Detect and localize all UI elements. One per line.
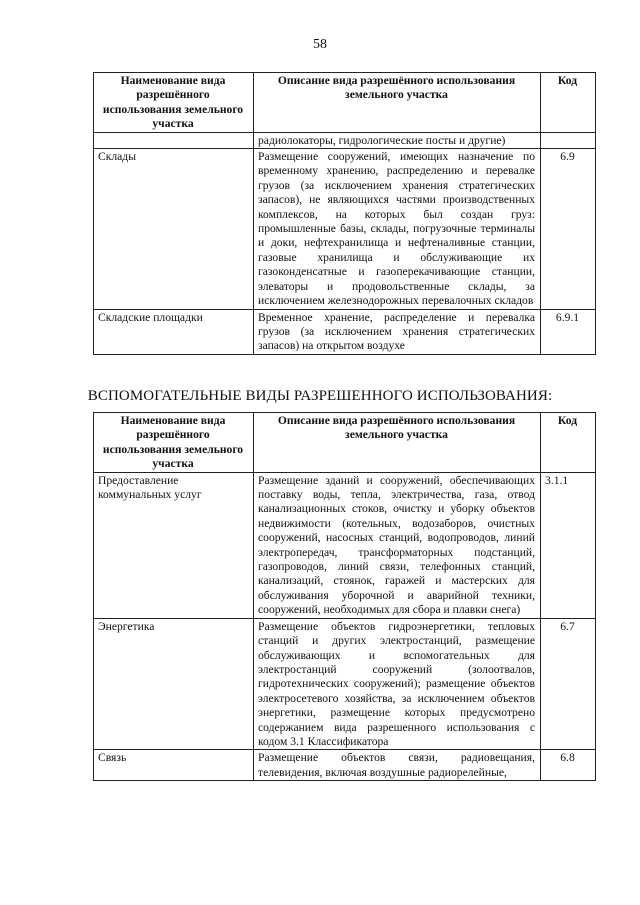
table-header-row — [94, 73, 596, 133]
row-description: Размещение зданий и сооружений, обеспечивающих поставку воды, тепла, электричества, газа, отвод канализационных стоков, очистку и уборку объектов недвижимости (котельных, водозаборов, очистных сооружений, насосных станций, водопроводов, линий электропередач, трансформаторных подстанций, газопроводов, линий связи, телефонных станций, канализаций, стоянок, гаражей и мастерских для обслуживания уборочной и аварийной техники, сооружений, необходимых для сбора и плавки снега) — [254, 472, 541, 618]
row-description: Размещение объектов гидроэнергетики, тепловых станций и других электростанций, размещение обслуживающих и вспомогательных для электростанций сооружений (золоотвалов, гидротехнических сооружений); размещение объектов электросетевого хозяйства, за исключением объектов энергетики, размещение которых предусмотрено содержанием вида разрешенного использования с кодом 3.1 Классификатора — [254, 618, 541, 750]
table-row — [94, 132, 596, 148]
land-use-table-main — [93, 72, 596, 355]
row-description: Временное хранение, распределение и перевалка грузов (за исключением хранения стратегических запасов) на открытом воздухе — [254, 309, 541, 354]
row-name — [94, 132, 254, 148]
page-number: 58 — [313, 37, 327, 52]
row-description: радиолокаторы, гидрологические посты и другие) — [254, 132, 541, 148]
header-code: Код — [541, 73, 596, 133]
header-description: Описание вида разрешённого использования земельного участка — [254, 73, 541, 133]
row-code: 6.8 — [541, 750, 596, 781]
table-row — [94, 750, 596, 781]
row-description: Размещение объектов связи, радиовещания, телевидения, включая воздушные радиорелейные, — [254, 750, 541, 781]
land-use-table-auxiliary — [93, 412, 596, 781]
row-name: Предоставление коммунальных услуг — [94, 472, 254, 618]
row-code: 3.1.1 — [541, 472, 596, 618]
header-name: Наименование вида разрешённого использования земельного участка — [94, 413, 254, 473]
row-name: Склады — [94, 149, 254, 309]
row-name: Складские площадки — [94, 309, 254, 354]
row-code: 6.7 — [541, 618, 596, 750]
row-code: 6.9 — [541, 149, 596, 309]
section-heading: ВСПОМОГАТЕЛЬНЫЕ ВИДЫ РАЗРЕШЕННОГО ИСПОЛЬЗОВАНИЯ: — [87, 388, 553, 404]
header-description: Описание вида разрешённого использования земельного участка — [254, 413, 541, 473]
row-name: Связь — [94, 750, 254, 781]
header-name: Наименование вида разрешённого использования земельного участка — [94, 73, 254, 133]
table-row — [94, 618, 596, 750]
row-description: Размещение сооружений, имеющих назначение по временному хранению, распределению и перевалке грузов (за исключением хранения стратегических запасов), не являющихся частями производственных комплексов, на которых был создан груз: промышленные базы, склады, погрузочные терминалы и доки, нефтехранилища и нефтеналивные станции, газовые хранилища и обслуживающие их газоконденсатные и газоперекачивающие станции, элеваторы и продовольственные склады, за исключением железнодорожных перевалочных складов — [254, 149, 541, 309]
table-header-row — [94, 413, 596, 473]
row-name: Энергетика — [94, 618, 254, 750]
table-row — [94, 149, 596, 309]
row-code — [541, 132, 596, 148]
table-row — [94, 309, 596, 354]
table-row — [94, 472, 596, 618]
header-code: Код — [541, 413, 596, 473]
row-code: 6.9.1 — [541, 309, 596, 354]
